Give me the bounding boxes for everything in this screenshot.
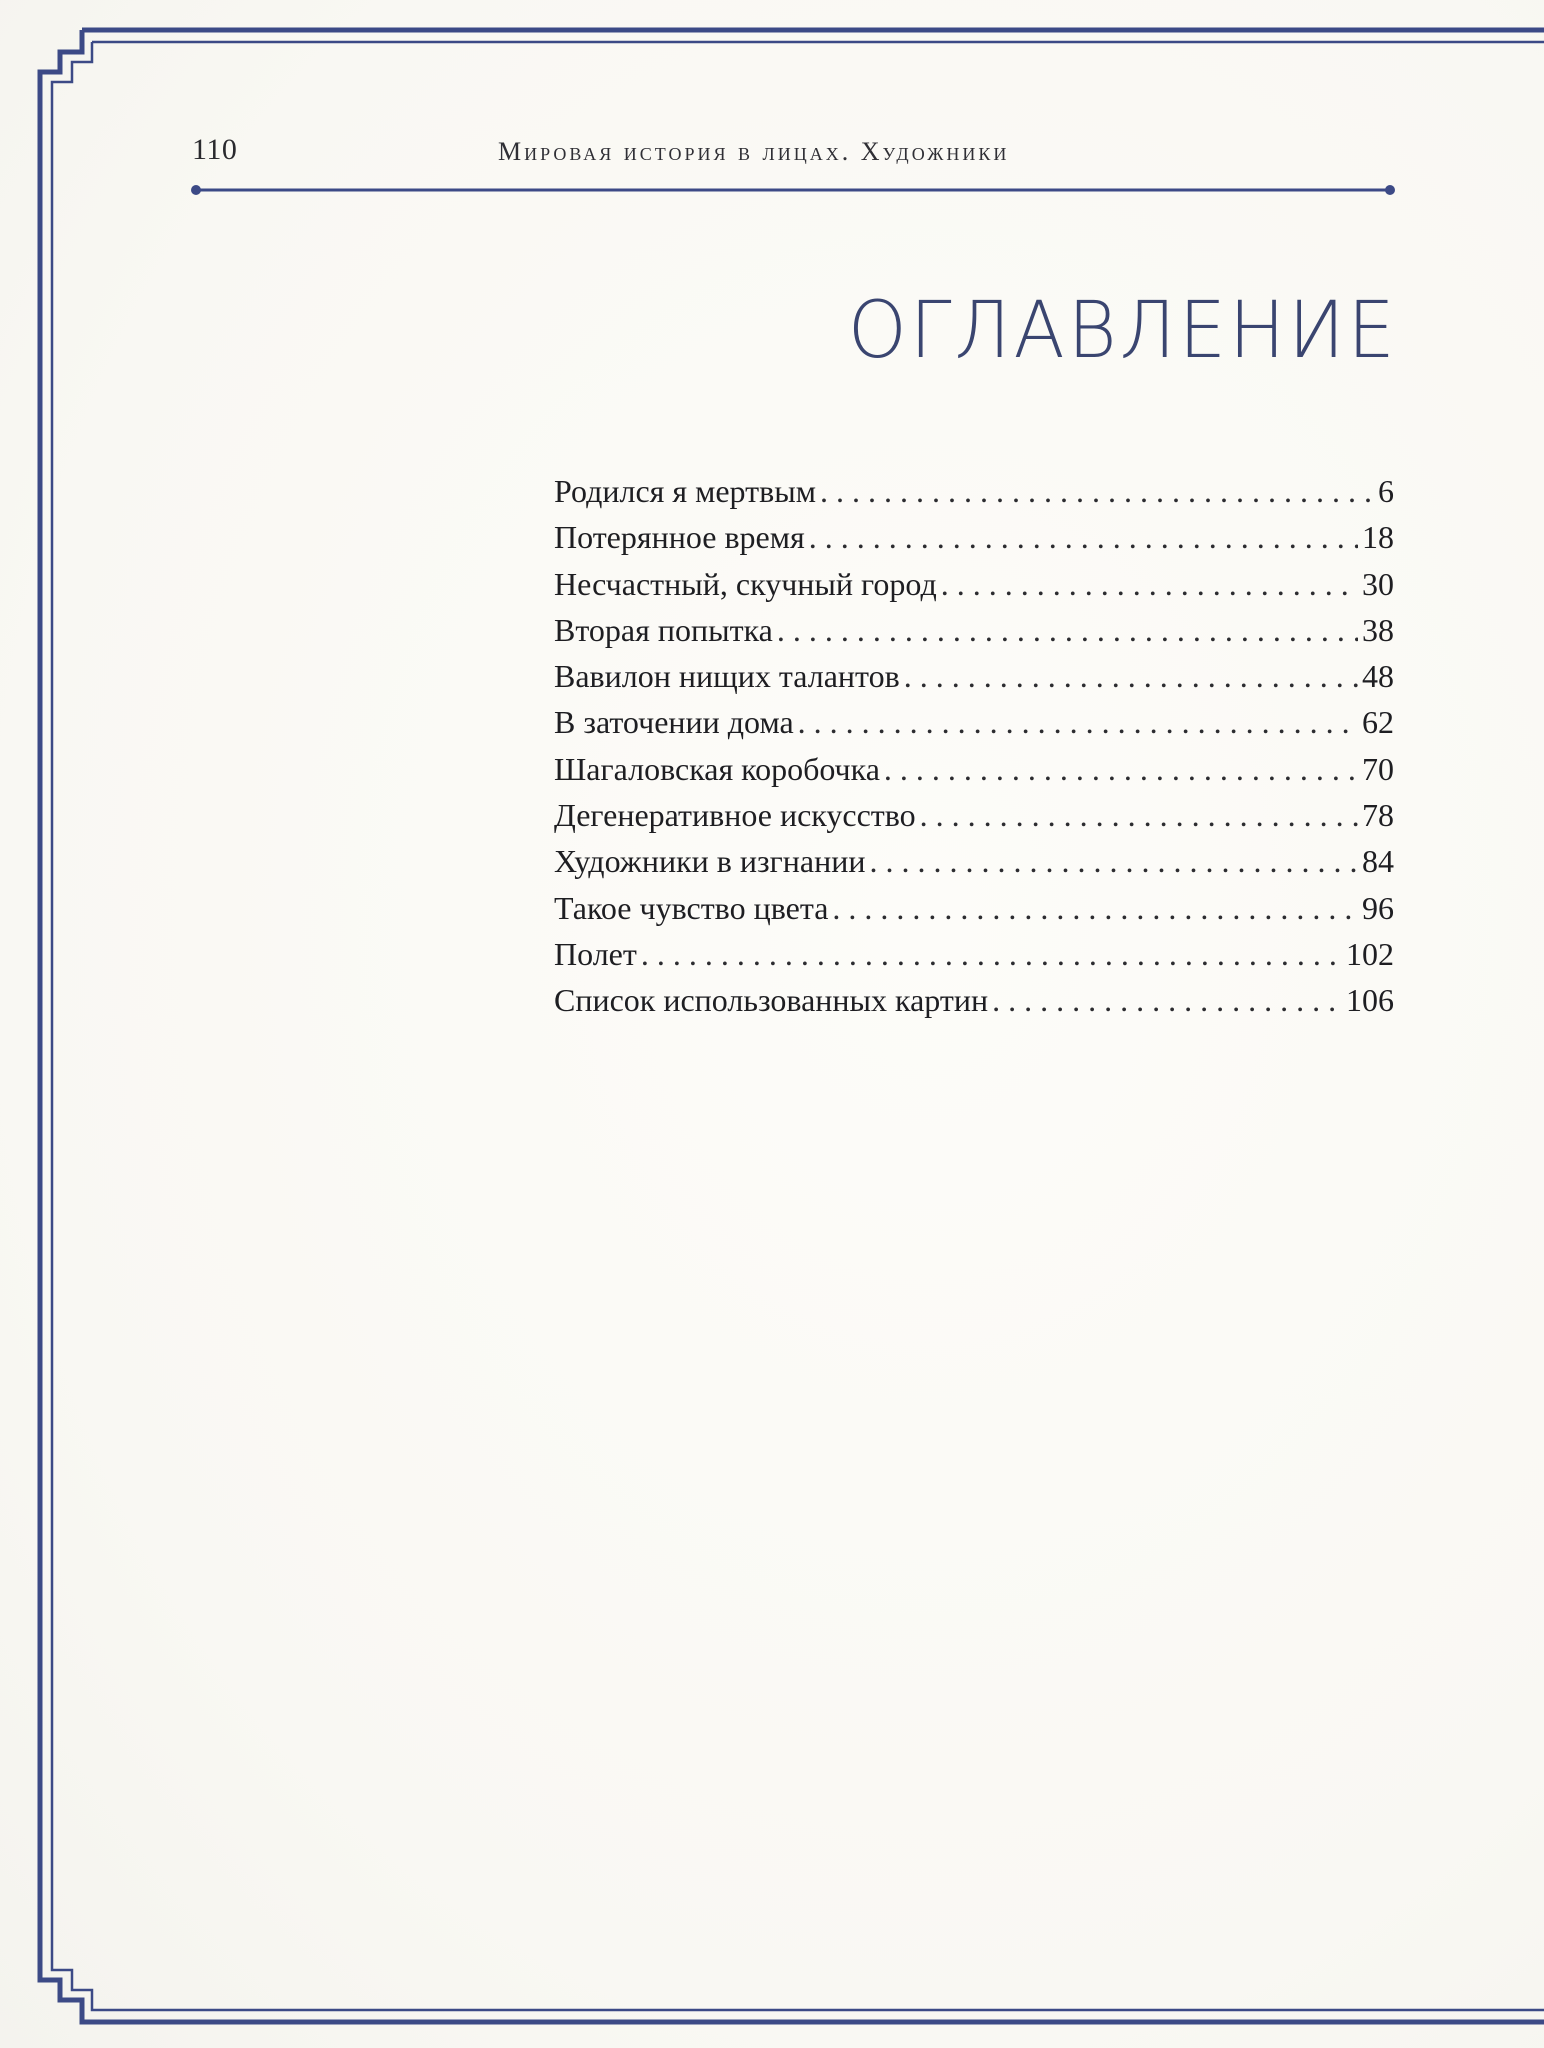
toc-entry-title: Вавилон нищих талантов — [554, 658, 900, 695]
toc-entry-title: Дегенеративное искусство — [554, 797, 916, 834]
toc-entry-page: 70 — [1362, 750, 1394, 787]
toc-entry[interactable] — [554, 699, 1394, 745]
dot-leader — [809, 514, 1358, 560]
toc-entry-title: Художники в изгнании — [554, 843, 866, 880]
dot-leader — [798, 699, 1358, 745]
toc-entry-page: 18 — [1362, 519, 1394, 556]
toc-entry[interactable] — [554, 653, 1394, 699]
toc-entry-title: Полет — [554, 935, 637, 972]
dot-leader — [641, 931, 1342, 977]
toc-entry-title: Родился я мертвым — [554, 473, 816, 509]
dot-leader — [992, 977, 1342, 1023]
toc-entry[interactable] — [554, 792, 1394, 838]
toc-entry[interactable] — [554, 931, 1394, 977]
toc-entry[interactable] — [554, 977, 1394, 1023]
dot-leader — [777, 607, 1358, 653]
toc-list — [554, 468, 1394, 1024]
dot-leader — [904, 653, 1358, 699]
toc-entry-page: 48 — [1362, 658, 1394, 695]
toc-entry-title: Такое чувство цвета — [554, 889, 829, 926]
dot-leader — [941, 561, 1358, 607]
toc-entry-page: 78 — [1362, 797, 1394, 834]
dot-leader — [820, 468, 1374, 514]
toc-entry-title: Список использованных картин — [554, 982, 989, 1019]
header-rule — [190, 183, 1396, 197]
toc-entry-title: Несчастный, скучный город — [554, 565, 937, 602]
toc-entry-page: 102 — [1346, 935, 1394, 972]
toc-entry-page: 96 — [1362, 889, 1394, 926]
toc-entry-title: В заточении дома — [554, 704, 794, 741]
toc-entry[interactable] — [554, 514, 1394, 560]
toc-entry[interactable] — [554, 468, 1394, 514]
running-head — [190, 133, 1396, 173]
toc-entry-title: Потерянное время — [554, 519, 805, 556]
page-number: 110 — [192, 133, 238, 166]
dot-leader — [920, 792, 1358, 838]
toc-entry[interactable] — [554, 561, 1394, 607]
toc-entry-page: 38 — [1362, 611, 1394, 648]
running-head-title: Мировая история в лицах. Художники — [498, 137, 1010, 166]
toc-entry-page: 62 — [1362, 704, 1394, 741]
toc-entry-page: 30 — [1362, 565, 1394, 602]
toc-heading: ОГЛАВЛЕНИЕ — [848, 286, 1398, 376]
toc-entry-page: 84 — [1362, 843, 1394, 880]
toc-entry[interactable] — [554, 746, 1394, 792]
dot-leader — [832, 885, 1358, 931]
dot-leader — [870, 838, 1359, 884]
toc-entry-page: 6 — [1378, 473, 1394, 509]
toc-entry-title: Шагаловская коробочка — [554, 750, 880, 787]
toc-entry-title: Вторая попытка — [554, 611, 773, 648]
toc-entry[interactable] — [554, 607, 1394, 653]
dot-leader — [884, 746, 1358, 792]
toc-entry[interactable] — [554, 885, 1394, 931]
toc-entry-page: 106 — [1346, 982, 1394, 1019]
toc-entry[interactable] — [554, 838, 1394, 884]
